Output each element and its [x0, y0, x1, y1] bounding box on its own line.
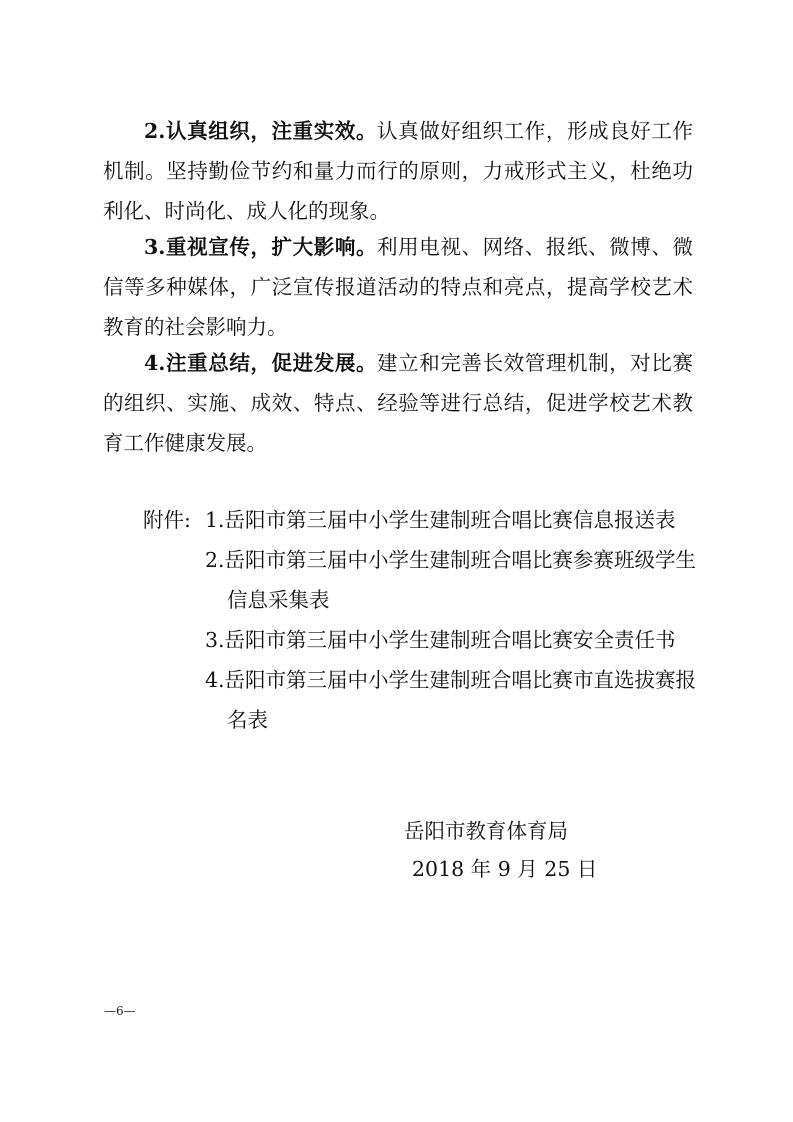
paragraph-heading: 4.注重总结，促进发展。: [144, 351, 378, 375]
paragraph-body: 认真做好组织工作，形成良好工作机制。坚持勤俭节约和量力而行的原则，力戒形式主义，杜绝功利化、时尚化、成人化的现象。: [103, 119, 693, 223]
paragraph-body: 利用电视、网络、报纸、微博、微信等多种媒体，广泛宣传报道活动的特点和亮点，提高学校艺术教育的社会影响力。: [103, 235, 693, 339]
paragraph-publicity: [103, 227, 693, 347]
attachments-label: 附件:: [143, 508, 191, 532]
paragraph-summary: [103, 343, 693, 463]
issuing-organization: 岳阳市教育体育局: [404, 819, 568, 843]
paragraph-organize: [103, 111, 693, 231]
signature-block: [404, 812, 597, 888]
attachment-item: 2.岳阳市第三届中小学生建制班合唱比赛参赛班级学生信息采集表: [205, 548, 697, 612]
page-number: —6—: [104, 1004, 136, 1018]
paragraph-heading: 2.认真组织，注重实效。: [144, 119, 378, 143]
attachment-item: 3.岳阳市第三届中小学生建制班合唱比赛安全责任书: [205, 628, 676, 652]
issue-date: 2018 年 9 月 25 日: [412, 857, 598, 881]
attachment-item: 1.岳阳市第三届中小学生建制班合唱比赛信息报送表: [205, 508, 676, 532]
paragraph-body: 建立和完善长效管理机制，对比赛的组织、实施、成效、特点、经验等进行总结，促进学校艺术教育工作健康发展。: [103, 351, 693, 455]
attachments-list: [143, 500, 703, 740]
paragraph-heading: 3.重视宣传，扩大影响。: [144, 235, 378, 259]
attachment-item: 4.岳阳市第三届中小学生建制班合唱比赛市直选拔赛报名表: [205, 668, 697, 732]
